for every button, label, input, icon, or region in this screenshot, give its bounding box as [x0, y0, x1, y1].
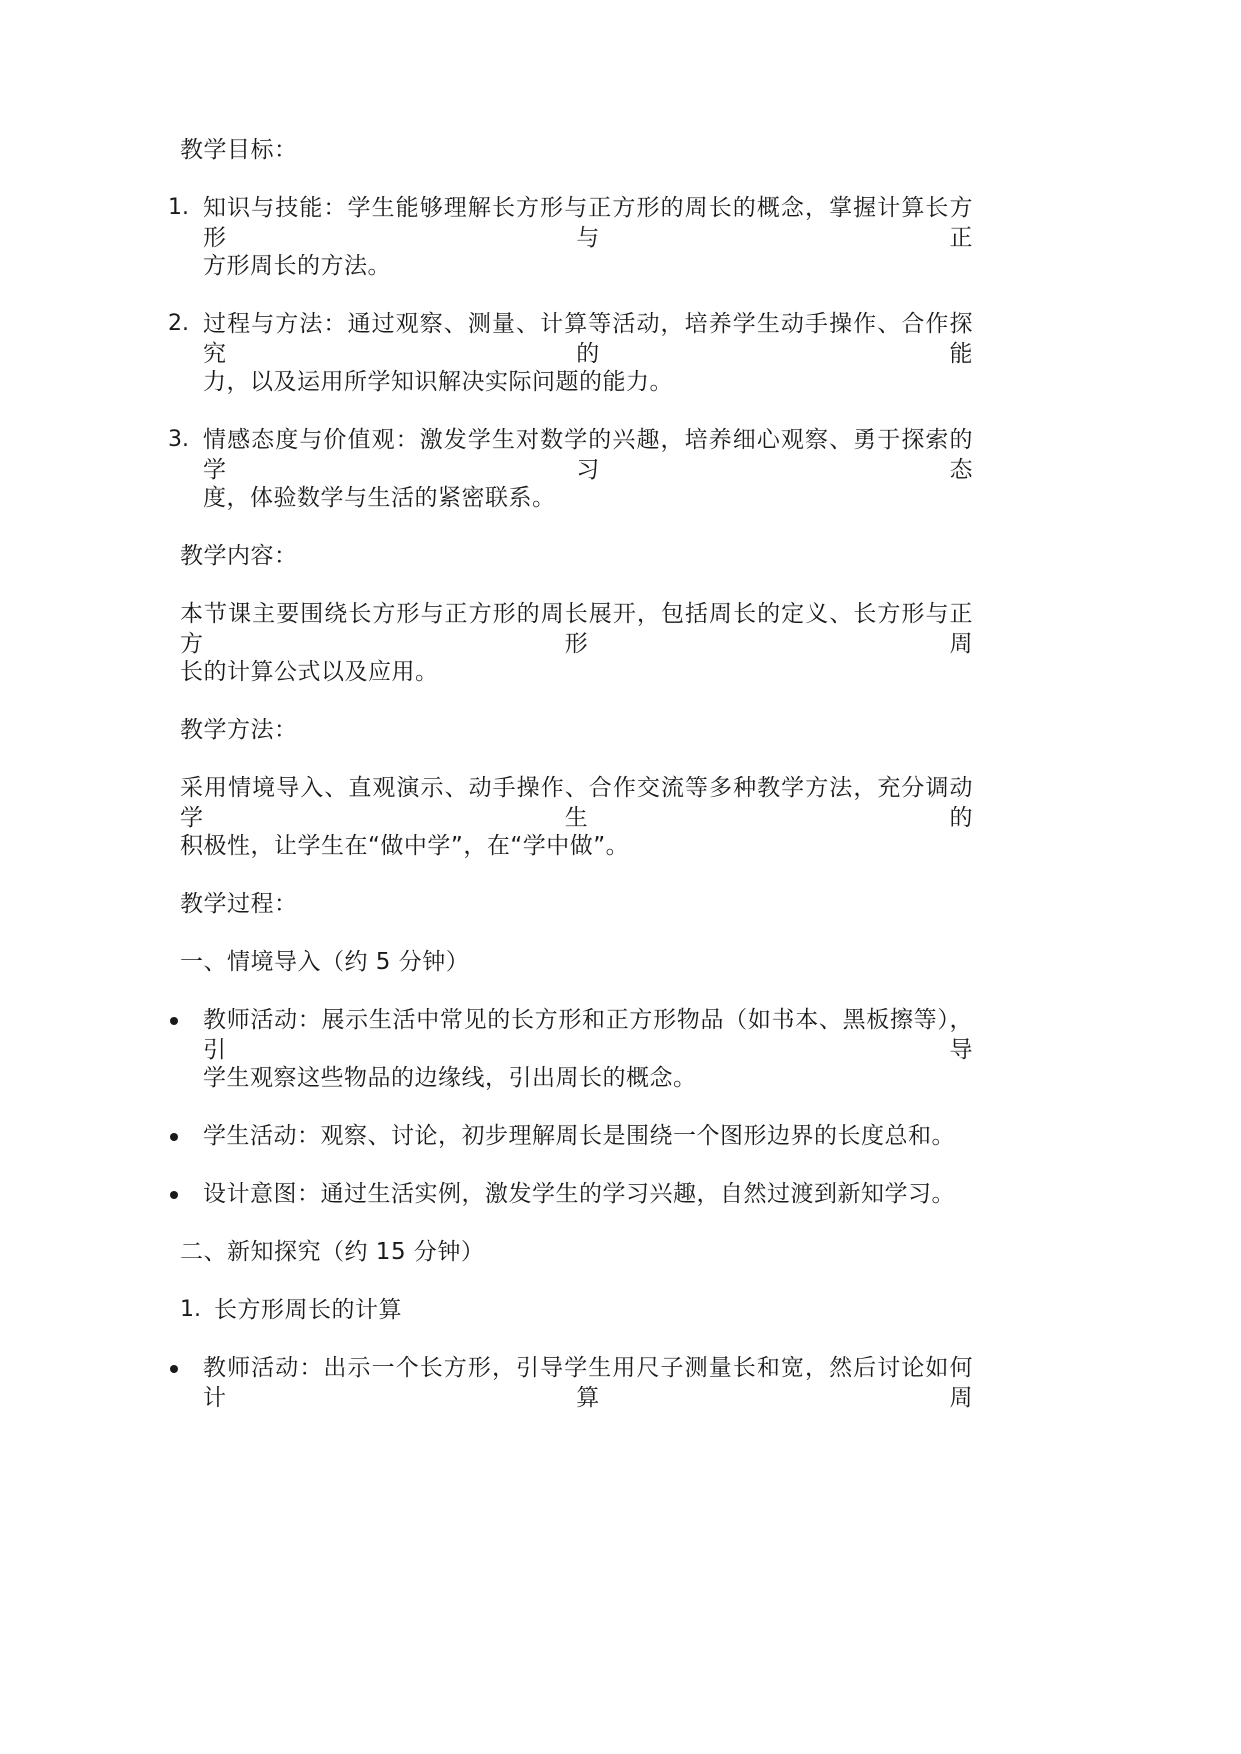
methods-heading: 教学方法： — [180, 717, 298, 743]
objective-1-line-1: 知识与技能：学生能够理解长方形与正方形的周长的概念，掌握计算长方形与正 — [203, 195, 973, 251]
objective-2-line-1: 过程与方法：通过观察、测量、计算等活动，培养学生动手操作、合作探究的能 — [203, 311, 973, 367]
methods-line-2: 积极性，让学生在“做中学”，在“学中做”。 — [180, 833, 630, 859]
content-line-1: 本节课主要围绕长方形与正方形的周长展开，包括周长的定义、长方形与正方形周 — [180, 601, 973, 657]
content-heading: 教学内容： — [180, 543, 298, 569]
list-marker: 2. — [168, 311, 189, 336]
process-heading: 教学过程： — [180, 891, 298, 917]
objective-1-line-2: 方形周长的方法。 — [203, 253, 391, 279]
bullet-icon — [170, 1133, 178, 1141]
section-1-bullet-3: 设计意图：通过生活实例，激发学生的学习兴趣，自然过渡到新知学习。 — [203, 1181, 955, 1207]
section-1-bullet-2: 学生活动：观察、讨论，初步理解周长是围绕一个图形边界的长度总和。 — [203, 1123, 955, 1149]
list-marker: 1. — [180, 1297, 201, 1322]
section-2-title: 二、新知探究（约 15 分钟） — [180, 1239, 485, 1265]
section-1-title: 一、情境导入（约 5 分钟） — [180, 949, 470, 975]
list-marker: 1. — [168, 195, 189, 220]
bullet-icon — [170, 1365, 178, 1373]
objective-3-line-1: 情感态度与价值观：激发学生对数学的兴趣，培养细心观察、勇于探索的学习态 — [203, 427, 973, 483]
objectives-heading: 教学目标： — [180, 137, 298, 163]
methods-line-1: 采用情境导入、直观演示、动手操作、合作交流等多种教学方法，充分调动学生的 — [180, 775, 973, 831]
section-1-bullet-1-line-1: 教师活动：展示生活中常见的长方形和正方形物品（如书本、黑板擦等），引导 — [203, 1007, 973, 1063]
objective-2-line-2: 力，以及运用所学知识解决实际问题的能力。 — [203, 369, 673, 395]
section-2-bullet-1: 教师活动：出示一个长方形，引导学生用尺子测量长和宽，然后讨论如何计算周 — [203, 1355, 973, 1411]
section-1-bullet-1-line-2: 学生观察这些物品的边缘线，引出周长的概念。 — [203, 1065, 697, 1091]
content-line-2: 长的计算公式以及应用。 — [180, 659, 439, 685]
subsection-title: 长方形周长的计算 — [214, 1297, 402, 1323]
bullet-icon — [170, 1191, 178, 1199]
list-marker: 3. — [168, 427, 189, 452]
bullet-icon — [170, 1017, 178, 1025]
objective-3-line-2: 度，体验数学与生活的紧密联系。 — [203, 485, 556, 511]
